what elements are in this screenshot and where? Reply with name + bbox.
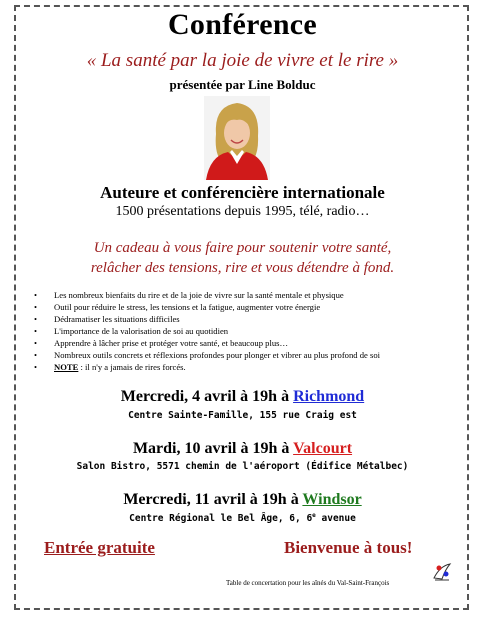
venue-main: Centre Régional le Bel Âge, 6, 6 — [129, 513, 313, 525]
footer-credit: Table de concertation pour les aînés du Val-Saint-François — [226, 579, 390, 587]
list-item-note — [34, 361, 380, 373]
gift-line-2: relâcher des tensions, rire et vous détendre à fond. — [90, 260, 395, 276]
event-date-text: Mercredi, 4 avril à 19h à — [120, 388, 294, 405]
poster-title: Conférence — [167, 8, 318, 41]
list-item: • Outil pour réduire le stress, les tensions et la fatigue, augmenter votre énergie — [34, 301, 380, 313]
presenter-portrait-image — [204, 96, 270, 180]
event-windsor-venue — [0, 512, 485, 524]
event-date-text: Mardi, 10 avril à 19h à — [132, 440, 294, 457]
event-valcourt-venue: Salon Bistro, 5571 chemin de l'aéroport (Édifice Métalbec) — [76, 461, 409, 472]
author-line: Auteure et conférencière internationale — [100, 183, 385, 202]
benefits-list — [34, 289, 380, 373]
event-valcourt-date — [0, 440, 485, 458]
list-item: • L'importance de la valorisation de soi au quotidien — [34, 325, 380, 337]
presenter-line: présentée par Line Bolduc — [169, 77, 316, 92]
list-item: • Dédramatiser les situations difficiles — [34, 313, 380, 325]
list-item: • Nombreux outils concrets et réflexions profondes pour plonger et vibrer au plus profond de soi — [34, 349, 380, 361]
event-city-valcourt: Valcourt — [293, 440, 353, 457]
venue-end: avenue — [315, 513, 356, 525]
stats-line: 1500 présentations depuis 1995, télé, radio… — [115, 204, 370, 219]
organization-logo-icon — [431, 560, 453, 582]
venue-superscript: e — [312, 512, 316, 519]
note-label: NOTE — [54, 362, 79, 372]
welcome-label: Bienvenue à tous! — [284, 538, 413, 557]
gift-line-1: Un cadeau à vous faire pour soutenir votre santé, — [93, 240, 392, 256]
event-windsor-date — [0, 491, 485, 509]
poster-subtitle: « La santé par la joie de vivre et le rire » — [86, 50, 399, 71]
event-richmond-venue: Centre Sainte-Famille, 155 rue Craig est — [128, 410, 357, 421]
gift-message — [0, 238, 485, 278]
event-richmond-date — [0, 388, 485, 406]
list-item: • Les nombreux bienfaits du rire et de la joie de vivre sur la santé mentale et physique — [34, 289, 380, 301]
free-entry-label: Entrée gratuite — [44, 538, 155, 557]
note-text: : il n'y a jamais de rires forcés. — [78, 362, 186, 372]
event-city-windsor: Windsor — [302, 491, 362, 508]
event-city-richmond: Richmond — [293, 388, 365, 405]
event-date-text: Mercredi, 11 avril à 19h à — [123, 491, 303, 508]
list-item: • Apprendre à lâcher prise et protéger votre santé, et beaucoup plus… — [34, 337, 380, 349]
presenter-photo — [204, 96, 270, 180]
